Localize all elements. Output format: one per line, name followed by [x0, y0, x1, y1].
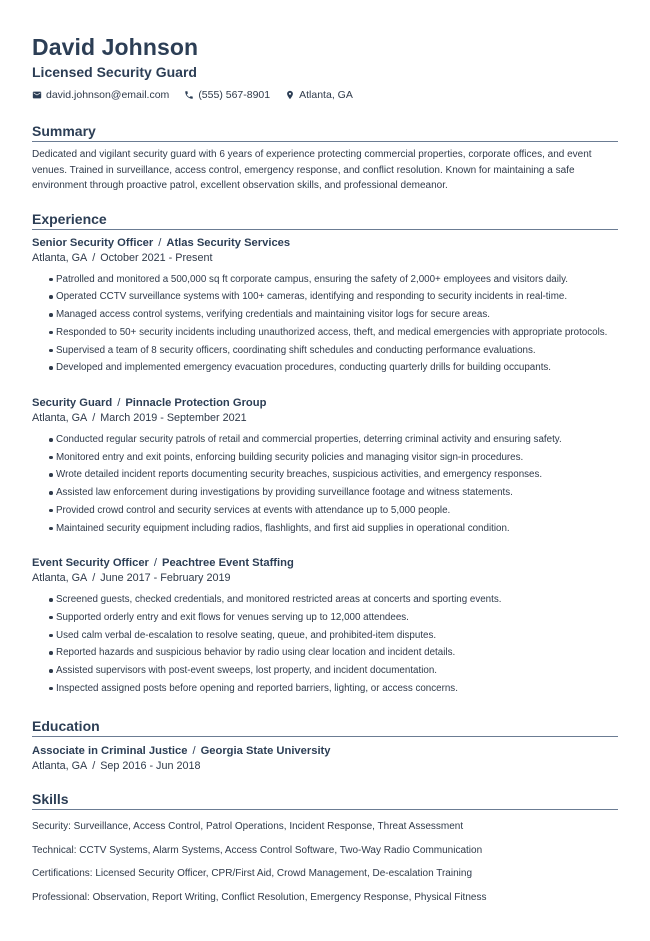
job-bullet: Supervised a team of 8 security officers, coordinating shift schedules and conducting performance evaluations. [32, 342, 618, 360]
job-role: Event Security Officer [32, 557, 149, 570]
education-heading: Education [32, 718, 618, 737]
job-dates: October 2021 - Present [100, 251, 213, 264]
job-bullet: Assisted law enforcement during investigations by providing surveillance footage and witness statements. [32, 484, 618, 502]
education-section [32, 718, 618, 774]
job-entry [32, 556, 618, 697]
job-company: Peachtree Event Staffing [162, 557, 294, 570]
job-role: Senior Security Officer [32, 236, 154, 249]
job-company: Atlas Security Services [166, 236, 291, 249]
job-bullet: Maintained security equipment including radios, flashlights, and first aid supplies in operational condition. [32, 520, 618, 538]
job-bullets [32, 271, 618, 377]
job-company: Pinnacle Protection Group [125, 397, 267, 409]
summary-text: Dedicated and vigilant security guard with 6 years of experience protecting commercial properties, corporate offices, and event venues. Trained in surveillance, access control, emergency response, and conflict resolution. Known for maintaining a safe environment through proactive patrol, excellent observation skills, and professional demeanor. [32, 149, 592, 192]
resume-page [32, 34, 618, 909]
job-dates: June 2017 - February 2019 [100, 572, 231, 585]
summary-heading: Summary [32, 123, 618, 142]
education-location: Atlanta, GA [32, 760, 88, 773]
job-title-line [32, 556, 618, 571]
separator: / [92, 572, 96, 585]
skills-section [32, 791, 618, 909]
job-bullet: Wrote detailed incident reports documenting security breaches, suspicious activities, and emergency responses. [32, 466, 618, 484]
separator: / [192, 745, 196, 758]
contact-info [32, 88, 618, 102]
skill-line: Security: Surveillance, Access Control, Patrol Operations, Incident Response, Threat Assessment [32, 821, 464, 833]
skill-line: Certifications: Licensed Security Officer, CPR/First Aid, Crowd Management, De-escalation Training [32, 868, 472, 880]
email-text: david.johnson@email.com [46, 89, 170, 101]
job-meta-line [32, 411, 618, 426]
job-role: Security Guard [32, 397, 113, 409]
job-bullet: Patrolled and monitored a 500,000 sq ft corporate campus, ensuring the safety of 2,000+ employees and visitors daily. [32, 271, 618, 289]
job-title-line [32, 396, 618, 411]
job-meta-line [32, 571, 618, 586]
job-list [32, 236, 618, 698]
separator: / [92, 760, 96, 773]
summary-section [32, 123, 618, 194]
location-text: Atlanta, GA [299, 89, 353, 101]
job-meta-line [32, 251, 618, 266]
job-entry [32, 236, 618, 377]
job-dates: March 2019 - September 2021 [100, 412, 247, 424]
envelope-icon [32, 90, 42, 100]
contact-phone[interactable] [184, 88, 270, 102]
experience-section [32, 211, 618, 698]
school: Georgia State University [200, 745, 331, 758]
phone-text: (555) 567-8901 [198, 89, 271, 101]
contact-location [285, 88, 353, 102]
education-entry-meta [32, 759, 618, 774]
experience-heading: Experience [32, 211, 618, 230]
skills-heading: Skills [32, 791, 618, 810]
separator: / [158, 236, 162, 249]
job-bullet: Managed access control systems, verifying credentials and maintaining visitor logs for secure areas. [32, 306, 618, 324]
skill-line: Professional: Observation, Report Writing, Conflict Resolution, Emergency Response, Physical Fitness [32, 891, 487, 903]
job-title-line [32, 236, 618, 251]
separator: / [92, 412, 96, 424]
job-bullets [32, 431, 618, 537]
job-bullet: Responded to 50+ security incidents including unauthorized access, theft, and medical emergencies with appropriate protocols. [32, 324, 618, 342]
separator: / [153, 557, 157, 570]
job-location: Atlanta, GA [32, 412, 88, 424]
phone-icon [184, 90, 194, 100]
degree: Associate in Criminal Justice [32, 745, 188, 758]
job-bullet: Provided crowd control and security services at events with attendance up to 5,000 people. [32, 502, 618, 520]
separator: / [117, 397, 121, 409]
skills-list [32, 815, 618, 909]
job-bullets [32, 591, 618, 697]
job-bullet: Assisted supervisors with post-event sweeps, lost property, and incident documentation. [32, 662, 618, 680]
contact-email[interactable] [32, 88, 169, 102]
resume-header [32, 34, 618, 102]
map-pin-icon [285, 90, 295, 100]
separator: / [92, 251, 96, 264]
job-bullet: Inspected assigned posts before opening and reported barriers, lighting, or access concerns. [32, 680, 618, 698]
education-entry-title [32, 744, 618, 759]
job-bullet: Conducted regular security patrols of retail and commercial properties, deterring criminal activity and ensuring safety. [32, 431, 618, 449]
job-bullet: Monitored entry and exit points, enforcing building security policies and managing visitor sign-in procedures. [32, 449, 618, 467]
job-bullet: Screened guests, checked credentials, and monitored restricted areas at concerts and sporting events. [32, 591, 618, 609]
job-bullet: Operated CCTV surveillance systems with 100+ cameras, identifying and responding to security incidents in real-time. [32, 288, 618, 306]
job-bullet: Reported hazards and suspicious behavior by radio using clear location and incident details. [32, 644, 618, 662]
job-location: Atlanta, GA [32, 251, 88, 264]
job-bullet: Supported orderly entry and exit flows for venues serving up to 12,000 attendees. [32, 609, 618, 627]
job-bullet: Used calm verbal de-escalation to resolve seating, queue, and prohibited-item disputes. [32, 627, 618, 645]
job-entry [32, 396, 618, 537]
job-bullet: Developed and implemented emergency evacuation procedures, conducting quarterly drills for building occupants. [32, 359, 618, 377]
job-location: Atlanta, GA [32, 572, 88, 585]
skill-line: Technical: CCTV Systems, Alarm Systems, Access Control Software, Two-Way Radio Communication [32, 844, 483, 856]
candidate-name: David Johnson [32, 34, 199, 60]
candidate-title: Licensed Security Guard [32, 64, 197, 80]
education-dates: Sep 2016 - Jun 2018 [100, 760, 201, 773]
